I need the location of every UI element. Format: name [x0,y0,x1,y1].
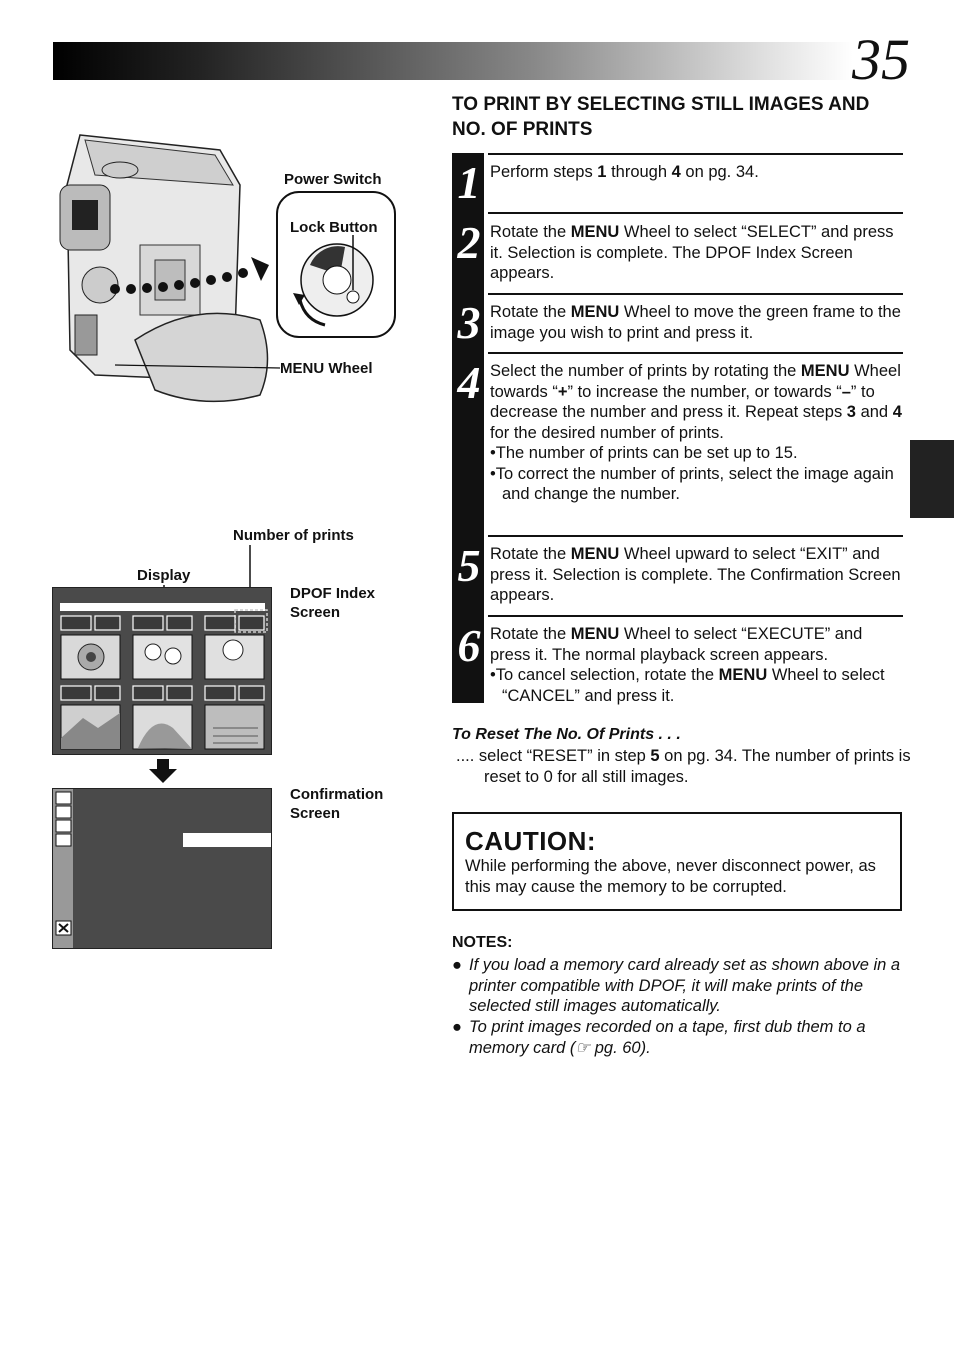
arrow-down-icon [148,759,178,783]
section-title: TO PRINT BY SELECTING STILL IMAGES AND NO. OF PRINTS [452,94,870,140]
label-power-switch: Power Switch [284,171,382,188]
dpof-index-screen [52,587,272,755]
bullet-icon: ● [452,956,462,974]
step-number: 2 [457,217,481,268]
bullet-icon: ● [452,1018,462,1036]
page-number: 35 [852,27,910,92]
step-6-text: Rotate the MENU Wheel to select “EXECUTE” and press it. The normal playback screen appears. •To cancel selection, rotate the MENU Wheel to select “CANCEL” and press it. [490,625,885,705]
note-item: ● If you load a memory card already set as shown above in a printer compatible with DPOF, it will make prints of the selected still images automatically. [452,956,901,1015]
label-confirmation: Confirmation [290,786,384,803]
label-confirmation-screen: Screen [290,805,341,822]
step-4-text: Select the number of prints by rotating the MENU Wheel towards “+” to increase the number, or towards “–” to decrease the number and press it. Repeat steps 3 and 4 for the desired number of prints. •The number of prints can be set up to 15. •To correct the number of prints, select the image again and change the number. [490,362,902,503]
step-divider [488,615,903,617]
label-dpof-screen: Screen [290,604,341,621]
confirmation-menu [53,789,271,948]
note-item: ● To print images recorded on a tape, first dub them to a memory card (☞ pg. 60). [452,1018,866,1057]
step-number: 3 [457,297,481,348]
step-3-text: Rotate the MENU Wheel to move the green frame to the image you wish to print and press it. [490,303,901,342]
step-5-text: Rotate the MENU Wheel upward to select “EXIT” and press it. Selection is complete. The Confirmation Screen appears. [490,545,901,604]
step-number: 5 [457,540,481,591]
step-divider [488,535,903,537]
dpof-thumbnail-grid [53,588,271,754]
label-number-of-prints: Number of prints [233,527,354,544]
reset-body: .... select “RESET” in step 5 on pg. 34. The number of prints is reset to 0 for all still images. [456,747,911,786]
label-lock-button: Lock Button [290,219,378,236]
reset-heading: To Reset The No. Of Prints . . . [452,726,681,743]
notes-title: NOTES: [452,934,513,951]
step-number: 4 [457,357,481,408]
step-number: 1 [457,157,481,208]
confirmation-screen [52,788,272,949]
label-menu-wheel: MENU Wheel [280,360,373,377]
step-divider [488,153,903,155]
step-divider [488,352,903,354]
section-tab [910,440,954,518]
label-dpof-index: DPOF Index [290,585,376,602]
step-number: 6 [457,620,481,671]
caution-title: CAUTION: [465,826,597,856]
step-1-text: Perform steps 1 through 4 on pg. 34. [490,163,759,181]
step-divider [488,293,903,295]
header-gradient-bar [53,42,853,80]
label-display: Display [137,567,191,584]
step-2-text: Rotate the MENU Wheel to select “SELECT” and press it. Selection is complete. The DPOF Index Screen appears. [490,223,894,282]
caution-body: While performing the above, never disconnect power, as this may cause the memory to be corrupted. [465,857,876,896]
step-divider [488,212,903,214]
